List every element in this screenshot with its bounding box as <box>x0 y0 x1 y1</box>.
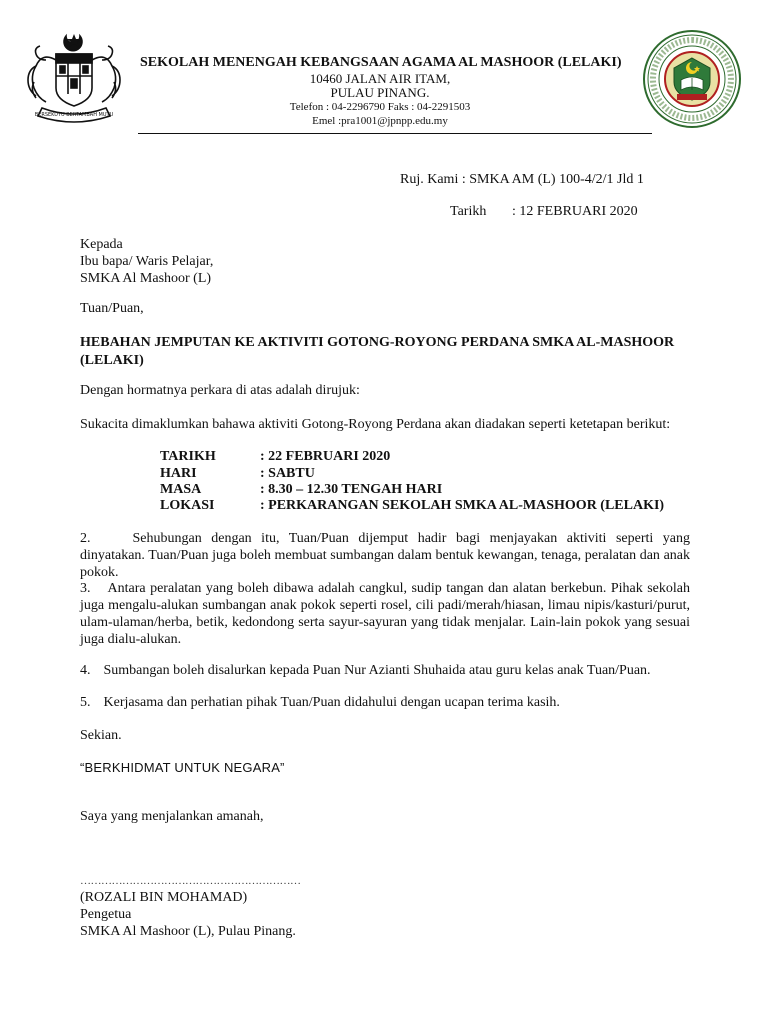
paragraph-number: 2. <box>80 531 91 546</box>
motto: “BERKHIDMAT UNTUK NEGARA” <box>80 760 285 775</box>
paragraph-4 <box>80 662 690 679</box>
phone-fax-line: Telefon : 04-2296790 Faks : 04-2291503 <box>289 101 471 113</box>
paragraph-number: 5. <box>80 695 91 710</box>
signature-line: ……………………………………………………… <box>80 875 301 887</box>
paragraph-text: Sumbangan boleh disalurkan kepada Puan Nur Azianti Shuhaida atau guru kelas anak Tuan/Puan. <box>103 663 651 678</box>
paragraph-2 <box>80 530 690 581</box>
detail-value: : 22 FEBRUARI 2020 <box>260 449 391 464</box>
paragraph-text: Sehubungan dengan itu, Tuan/Puan dijemput hadir bagi menjayakan aktiviti seperti yang dinyatakan. Tuan/Puan juga boleh membuat sumbangan dalam bentuk kewangan, tenaga, peralatan dan anak pokok. <box>80 531 690 580</box>
intro-paragraph: Sukacita dimaklumkan bahawa aktiviti Gotong-Royong Perdana akan diadakan seperti ketetapan berikut: <box>80 417 671 432</box>
salutation: Tuan/Puan, <box>80 301 144 316</box>
signatory-school: SMKA Al Mashoor (L), Pulau Pinang. <box>80 924 296 939</box>
recipient-line: Kepada <box>80 237 123 252</box>
school-crest-emblem <box>641 28 743 130</box>
detail-value: : 8.30 – 12.30 TENGAH HARI <box>260 482 443 497</box>
signatory-name: (ROZALI BIN MOHAMAD) <box>80 890 248 905</box>
detail-label: TARIKH <box>160 449 216 464</box>
recipient-line: SMKA Al Mashoor (L) <box>80 271 212 286</box>
paragraph-number: 4. <box>80 663 91 678</box>
detail-label: HARI <box>160 466 197 481</box>
recipient-block <box>80 236 213 287</box>
reference-number: Ruj. Kami : SMKA AM (L) 100-4/2/1 Jld 1 <box>400 172 644 187</box>
closing-amanah: Saya yang menjalankan amanah, <box>80 809 264 824</box>
svg-text:BERSEKUTU BERTAMBAH MUTU: BERSEKUTU BERTAMBAH MUTU <box>34 112 114 118</box>
paragraph-text: Kerjasama dan perhatian pihak Tuan/Puan didahului dengan ucapan terima kasih. <box>103 695 560 710</box>
recipient-line: Ibu bapa/ Waris Pelajar, <box>80 254 214 269</box>
closing-sekian: Sekian. <box>80 728 122 743</box>
date-value: : 12 FEBRUARI 2020 <box>512 204 638 219</box>
paragraph-number: 3. <box>80 581 91 596</box>
intro-paragraph: Dengan hormatnya perkara di atas adalah dirujuk: <box>80 383 360 398</box>
email-line: Emel :pra1001@jpnpp.edu.my <box>312 115 448 127</box>
address-line-2: PULAU PINANG. <box>330 85 430 100</box>
date-label: Tarikh <box>450 204 487 219</box>
school-name: SEKOLAH MENENGAH KEBANGSAAN AGAMA AL MASHOOR (LELAKI) <box>140 55 622 70</box>
address-line-1: 10460 JALAN AIR ITAM, <box>309 71 451 86</box>
detail-label: LOKASI <box>160 498 215 513</box>
detail-value: : SABTU <box>260 466 315 481</box>
paragraph-text: Antara peralatan yang boleh dibawa adalah cangkul, sudip tangan dan alatan berkebun. Pihak sekolah juga mengalu-alukan sumbangan anak pokok seperti rosel, cili padi/merah/hiasan, limau nipis/kasturi/purut, ulam-ulaman/herba, betik, kedondong serta sayur-sayuran yang tidak menjalar. Lain-lain pokok yang sesuai juga dialu-alukan. <box>80 581 690 647</box>
detail-value: : PERKARANGAN SEKOLAH SMKA AL-MASHOOR (LELAKI) <box>260 498 665 513</box>
coat-of-arms-emblem <box>22 30 126 124</box>
letterhead-divider <box>138 133 652 134</box>
letter-subject: HEBAHAN JEMPUTAN KE AKTIVITI GOTONG-ROYONG PERDANA SMKA AL-MASHOOR (LELAKI) <box>80 335 675 368</box>
paragraph-5 <box>80 694 690 711</box>
detail-label: MASA <box>160 482 202 497</box>
signatory-title: Pengetua <box>80 907 132 922</box>
paragraph-3 <box>80 580 690 648</box>
